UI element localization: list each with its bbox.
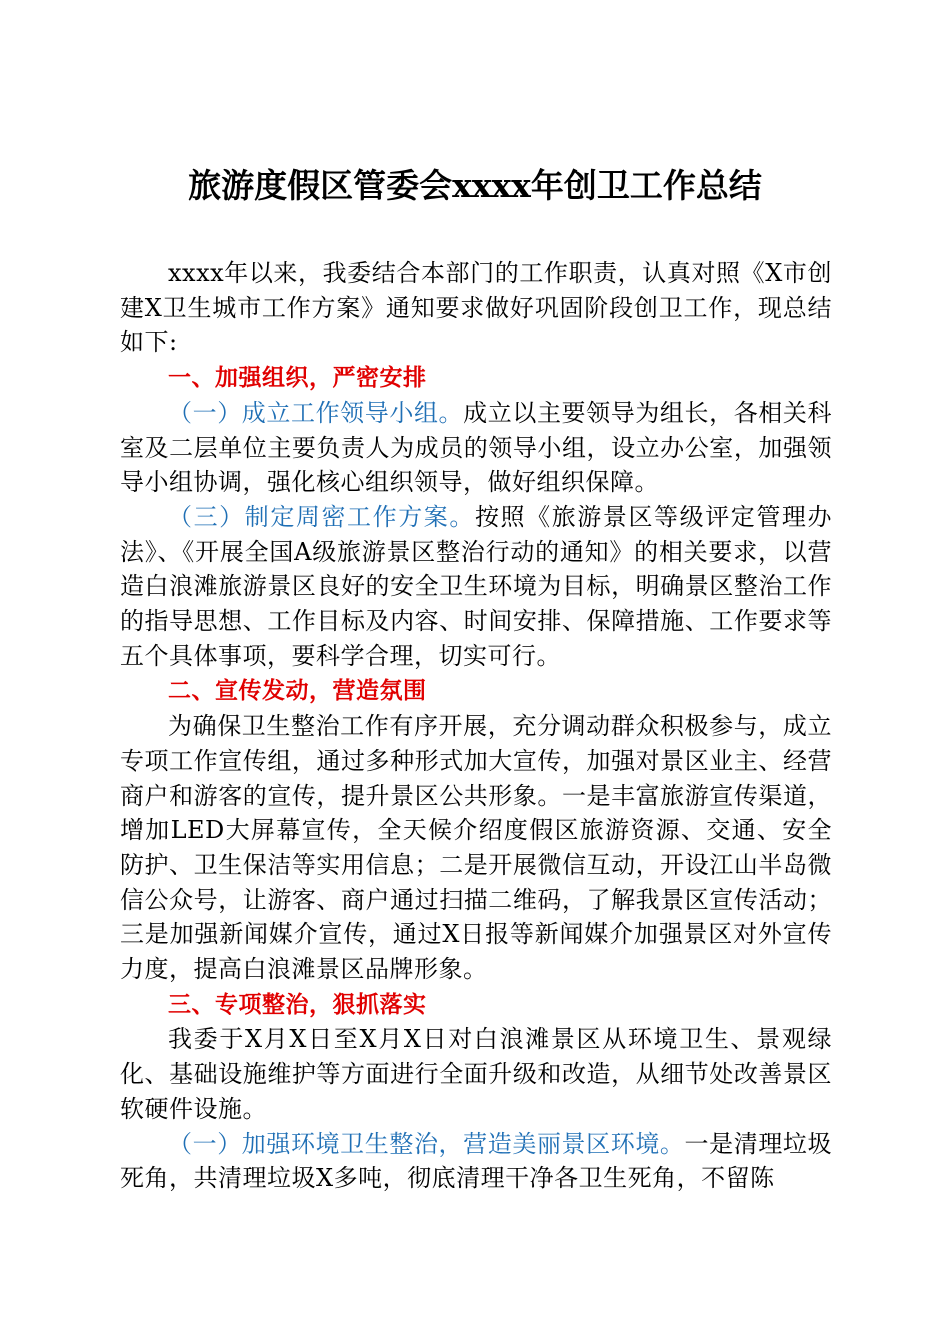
heading-text: 三、专项整治，狠抓落实	[168, 991, 427, 1018]
subsection-paragraph-1	[120, 396, 832, 500]
subsection-paragraph-3	[120, 500, 832, 674]
paragraph-text: 成立以主要领导为组长，各相关科室及二层单位主要负责人为成员的领导小组，设立办公室，加强领导小组协调，强化核心组织领导，做好组织保障。	[120, 398, 833, 497]
body-paragraph-rectification	[120, 1022, 832, 1126]
document-title: 旅游度假区管委会xxxx年创卫工作总结	[188, 166, 762, 205]
paragraph-text: 我委于X月X日至X月X日对白浪滩景区从环境卫生、景观绿化、基础设施维护等方面进行全面升级和改造，从细节处改善景区软硬件设施。	[120, 1025, 832, 1123]
paragraph-text: 按照《旅游景区等级评定管理办法》、《开展全国A级旅游景区整治行动的通知》的相关要求，以营造白浪滩旅游景区良好的安全卫生环境为目标，明确景区整治工作的指导思想、工作目标及内容、时间安排、保障措施、工作要求等五个具体事项，要科学合理，切实可行。	[120, 502, 833, 670]
subsection-label: （三）制定周密工作方案。	[168, 502, 475, 531]
heading-text: 二、宣传发动，营造氛围	[168, 678, 427, 705]
body-paragraph-publicity	[120, 709, 832, 987]
paragraph-text: xxxx年以来，我委结合本部门的工作职责，认真对照《X市创建X卫生城市工作方案》通知要求做好巩固阶段创卫工作，现总结如下:	[120, 259, 832, 357]
intro-paragraph	[120, 256, 832, 360]
paragraph-text: 一是清理垃圾死角，共清理垃圾X多吨，彻底清理干净各卫生死角，不留陈	[120, 1129, 833, 1193]
paragraph-text: 为确保卫生整治工作有序开展，充分调动群众积极参与，成立专项工作宣传组，通过多种形式加大宣传，加强对景区业主、经营商户和游客的宣传，提升景区公共形象。一是丰富旅游宣传渠道，增加LED大屏幕宣传，全天候介绍度假区旅游资源、交通、安全防护、卫生保洁等实用信息；二是开展微信互动，开设江山半岛微信公众号，让游客、商户通过扫描二维码，了解我景区宣传活动；三是加强新闻媒介宣传，通过X日报等新闻媒介加强景区对外宣传力度，提高白浪滩景区品牌形象。	[120, 712, 832, 984]
section-heading-2	[120, 673, 832, 709]
subsection-paragraph-env	[120, 1127, 832, 1196]
subsection-label: （一）加强环境卫生整治，营造美丽景区环境。	[168, 1129, 685, 1158]
document-body	[120, 256, 832, 1196]
section-heading-3	[120, 987, 832, 1023]
subsection-label: （一）成立工作领导小组。	[168, 398, 464, 427]
section-heading-1	[120, 360, 832, 396]
heading-text: 一、加强组织，严密安排	[168, 365, 427, 392]
